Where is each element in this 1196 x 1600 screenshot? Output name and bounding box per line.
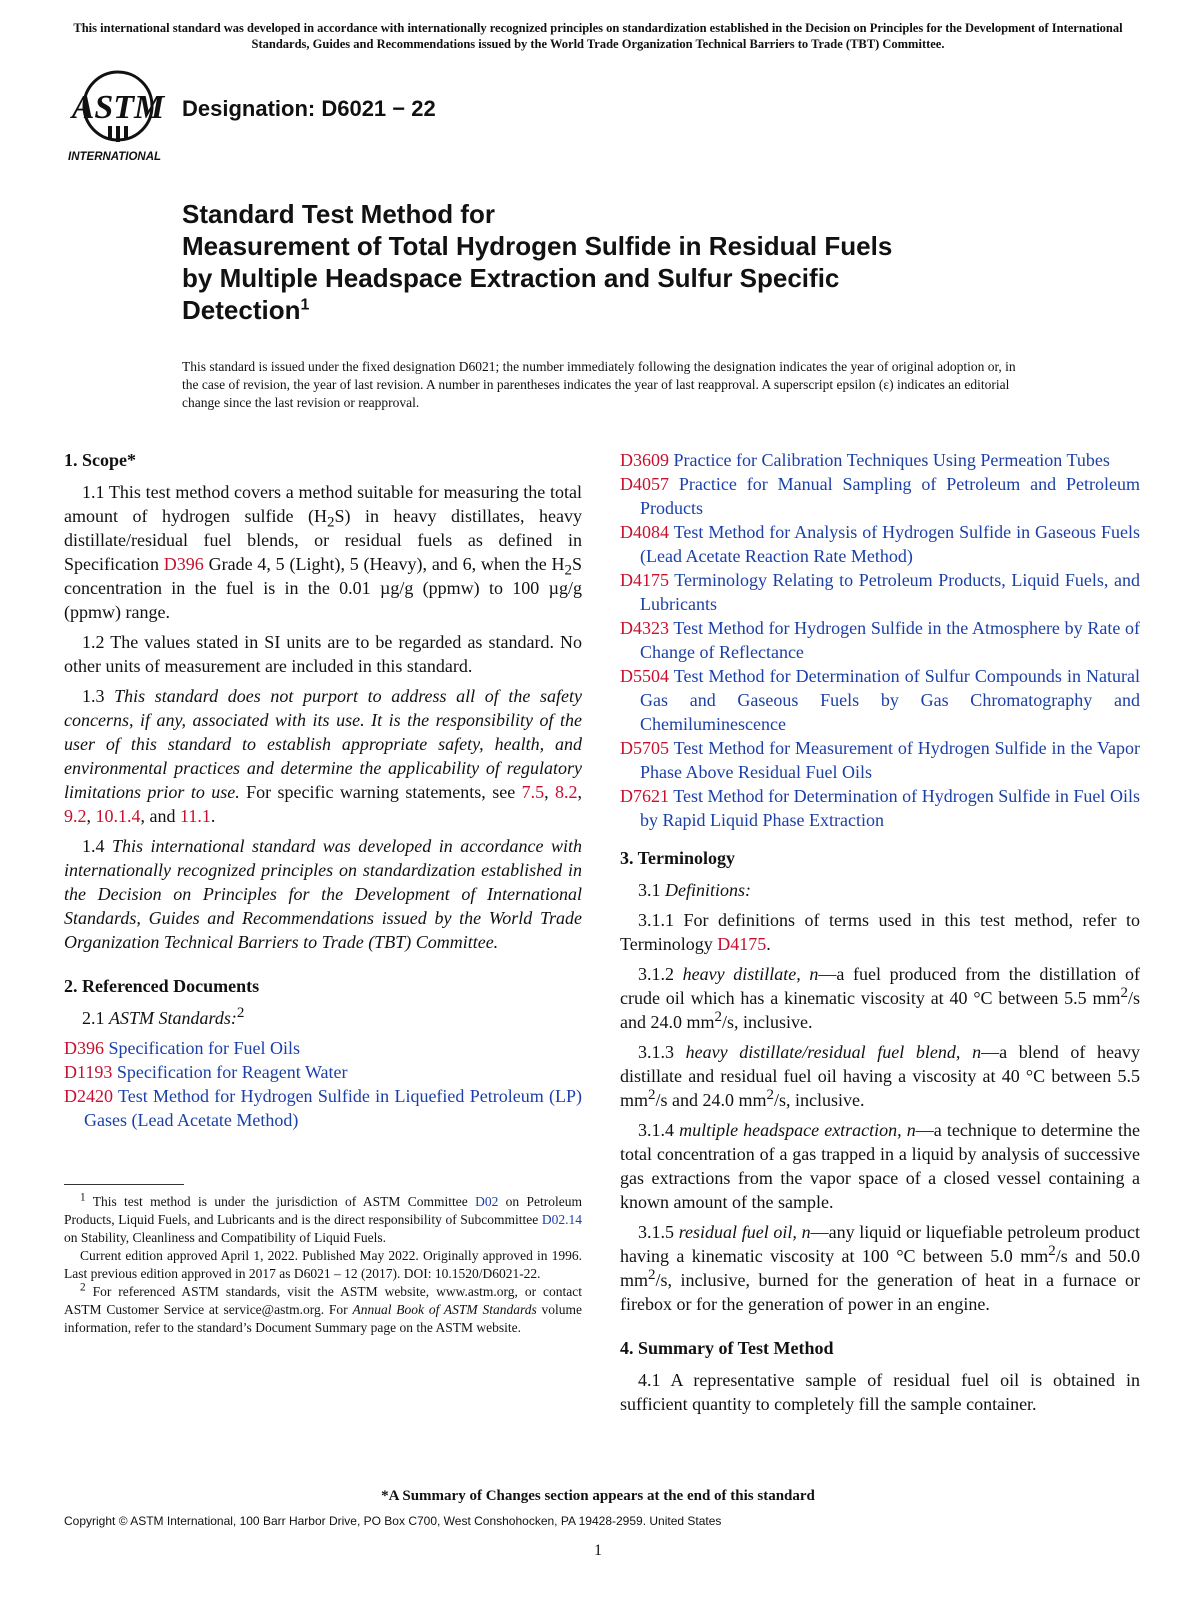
left-column [64,448,582,1337]
link-d02[interactable]: D02 [475,1194,499,1209]
para-3-1-2: 3.1.2 heavy distillate, n—a fuel produced from the distillation of crude oil which has a kinematic viscosity at 40 °C between 5.5 $mm^2/s$ and 24.0 $mm^2/s$, inclusive. [620,964,1141,1032]
ref-item[interactable]: D5705 Test Method for Measurement of Hydrogen Sulfide in the Vapor Phase Above Residual Fuel Oils [620,738,1140,782]
footnote-1: $^1$ This test method is under the jurisdiction of ASTM Committee D02 on Petroleum Products, Liquid Fuels, and Lubricants and is the direct responsibility of Subcommittee D02.14 on Stability, Cleanliness and Compatibility of Liquid Fuels. [64,1191,582,1245]
footnote-2: $^2$ For referenced ASTM standards, visit the ASTM website, www.astm.org, or contact ASTM Customer Service at service@astm.org. For Annual Book of ASTM Standards volume information, refer to the standard’s Document Summary page on the ASTM website. [64,1281,583,1335]
link-9-2[interactable]: 9.2 [64,806,87,826]
para-3-1: 3.1 Definitions: [638,880,751,900]
ref-item[interactable]: D4084 Test Method for Analysis of Hydrogen Sulfide in Gaseous Fuels (Lead Acetate Reaction Rate Method) [620,522,1140,566]
link-d396[interactable]: D396 [163,554,204,574]
para-1-1: 1.1 This test method covers a method suitable for measuring the total amount of hydrogen sulfide $(H_2S)$ in heavy distillates, heavy distillate/residual fuel blends, or residual fuels as defined in Specification D396 Grade 4, 5 (Light), 5 (Heavy), and 6, when the $H_2S$ concentration in the fuel is in the 0.01 µg/g (ppmw) to 100 µg/g (ppmw) range. [64,482,583,622]
copyright-line: Copyright © ASTM International, 100 Barr Harbor Drive, PO Box C700, West Conshohocken, PA 19428-2959. United States [64,1514,722,1528]
link-d02-14[interactable]: D02.14 [541,1212,582,1227]
issued-note: This standard is issued under the fixed designation D6021; the number immediately following the designation indicates the year of original adoption or, in the case of revision, the year of last revision. A number in parentheses indicates the year of last reapproval. A superscript epsilon (ε) indicates an editorial change since the last revision or reapproval. [182,359,1016,410]
top-notice: This international standard was developed in accordance with internationally recognized principles on standardization established in the Decision on Principles for the Development of International Standards, Guides and Recommendations issued by the World Trade Organization Technical Barriers to Trade (TBT) Committee. [73,21,1123,51]
ref-item[interactable]: D5504 Test Method for Determination of Sulfur Compounds in Natural Gas and Gaseous Fuels by Gas Chromatography and Chemiluminescence [620,666,1140,734]
page-number: 1 [594,1542,602,1559]
footnote-1-edition: Current edition approved April 1, 2022. Published May 2022. Originally approved in 1996. Last previous edition approved in 2017 as D6021 – 12 (2017). DOI: 10.1520/D6021-22. [64,1248,582,1281]
section-3-heading: 3. Terminology [620,848,736,868]
ref-item[interactable]: D4057 Practice for Manual Sampling of Petroleum and Petroleum Products [620,474,1140,518]
ref-item[interactable]: D1193 Specification for Reagent Water [64,1062,348,1082]
ref-item[interactable]: D4175 Terminology Relating to Petroleum Products, Liquid Fuels, and Lubricants [620,570,1140,614]
link-10-1-4[interactable]: 10.1.4 [95,806,141,826]
para-4-1: 4.1 A representative sample of residual fuel oil is obtained in sufficient quantity to completely fill the sample container. [620,1370,1140,1414]
para-1-2: 1.2 The values stated in SI units are to be regarded as standard. No other units of measurement are included in this standard. [64,632,582,676]
section-4-heading: 4. Summary of Test Method [620,1338,834,1358]
document-title: Standard Test Method for Measurement of Total Hydrogen Sulfide in Residual Fuels by Multiple Headspace Extraction and Sulfur Specific Detection$^1$ [182,199,893,325]
footnote-divider [64,1184,184,1185]
ref-item[interactable]: D4323 Test Method for Hydrogen Sulfide in the Atmosphere by Rate of Change of Reflectance [620,618,1140,662]
link-11-1[interactable]: 11.1 [180,806,211,826]
para-3-1-1: 3.1.1 For definitions of terms used in this test method, refer to Terminology D4175. [620,910,1140,954]
title-footnote-mark: 1 [300,296,310,314]
section-2-heading: 2. Referenced Documents [64,976,260,996]
para-3-1-4: 3.1.4 multiple headspace extraction, n—a technique to determine the total concentration of a gas trapped in a liquid by analysis of successive gas extractions from the vapor space of a closed vessel containing a known amount of the sample. [620,1120,1140,1212]
para-2-1: 2.1 ASTM Standards:$^2$ [82,1005,245,1028]
summary-of-changes-note: *A Summary of Changes section appears at the end of this standard [381,1488,815,1504]
ref-item[interactable]: D3609 Practice for Calibration Techniques Using Permeation Tubes [620,450,1110,470]
link-d4175[interactable]: D4175 [717,934,767,954]
para-1-3: 1.3 This standard does not purport to address all of the safety concerns, if any, associated with its use. It is the responsibility of the user of this standard to establish appropriate safety, health, and environmental practices and determine the applicability of regulatory limitations prior to use. For specific warning statements, see 7.5, 8.2, 9.2, 10.1.4, and 11.1. [64,686,582,826]
svg-text:ASTM: ASTM [71,89,165,126]
astm-international-logo [66,68,168,164]
right-column [620,448,1140,1422]
link-7-5[interactable]: 7.5 [521,782,545,802]
ref-item[interactable]: D396 Specification for Fuel Oils [64,1038,300,1058]
link-8-2[interactable]: 8.2 [555,782,578,802]
para-3-1-3: 3.1.3 heavy distillate/residual fuel blend, n—a blend of heavy distillate and residual fuel oil having a viscosity at 40 °C between 5.5 $mm^2/s$ and 24.0 $mm^2/s$, inclusive. [620,1042,1140,1110]
para-3-1-5: 3.1.5 residual fuel oil, n—any liquid or liquefiable petroleum product having a kinematic viscosity at 100 °C between 5.0 $mm^2/s$ and 50.0 $mm^2/s$, inclusive, burned for the generation of heat in a furnace or firebox or for the generation of power in an engine. [620,1222,1141,1314]
ref-item[interactable]: D7621 Test Method for Determination of Hydrogen Sulfide in Fuel Oils by Rapid Liquid Phase Extraction [620,786,1140,830]
svg-text:INTERNATIONAL: INTERNATIONAL [68,151,162,163]
para-1-4: 1.4 This international standard was developed in accordance with internationally recognized principles on standardization established in the Decision on Principles for the Development of International Standards, Guides and Recommendations issued by the World Trade Organization Technical Barriers to Trade (TBT) Committee. [64,836,582,952]
section-1-heading: 1. Scope* [64,450,136,470]
designation: Designation: D6021 − 22 [182,96,436,121]
ref-item[interactable]: D2420 Test Method for Hydrogen Sulfide in Liquefied Petroleum (LP) Gases (Lead Acetate Method) [64,1086,582,1130]
